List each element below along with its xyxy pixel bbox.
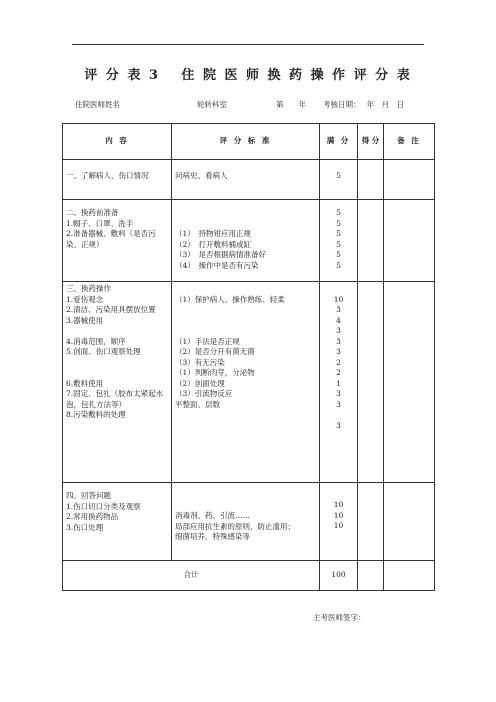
criteria-cell: （1）保护病人、操作熟练、轻柔 （1）手法是否正规 （2）是否分开有菌无菌 （3）有无污染 （1）判断肉芽，分泌物 （2）创面处理 （3）引流物反应 平整面、层数 bbox=[172, 282, 320, 483]
criteria-cell: 问病史、看病人 bbox=[172, 160, 320, 200]
criteria-cell: 消毒剂、药、引流…… 局部应用抗生素的原则，防止滥用； 细菌培养、特殊感染等 bbox=[172, 483, 320, 561]
rotation-dept-label: 轮转科室 bbox=[197, 100, 227, 109]
header-remark: 备 注 bbox=[384, 124, 435, 160]
table-row bbox=[63, 200, 435, 282]
page-title: 评 分 表 3 住 院 医 师 换 药 操 作 评 分 表 bbox=[84, 68, 412, 83]
score-input-cell[interactable] bbox=[358, 483, 384, 561]
table-row bbox=[63, 483, 435, 561]
score-input-cell[interactable] bbox=[358, 200, 384, 282]
total-row bbox=[63, 561, 435, 591]
content-cell: 四、回答问题 1.伤口切口分类及观察 2.常用换药物品 3.伤口处理 bbox=[63, 483, 172, 561]
score-table bbox=[62, 123, 435, 591]
part-year-label: 第 年 bbox=[276, 100, 306, 109]
total-score-input[interactable] bbox=[358, 561, 384, 591]
header-criteria: 评 分 标 准 bbox=[172, 124, 320, 160]
examiner-signature-label: 主考医师签字： bbox=[313, 613, 366, 622]
score-input-cell[interactable] bbox=[358, 160, 384, 200]
remark-cell[interactable] bbox=[384, 160, 435, 200]
header-row bbox=[63, 124, 435, 160]
resident-name-label: 住院医师姓名 bbox=[75, 100, 120, 109]
content-cell: 一、了解病人、伤口情况 bbox=[63, 160, 172, 200]
remark-cell[interactable] bbox=[384, 282, 435, 483]
criteria-cell: （1） 持物钳应用正规 （2） 打开敷料桶或缸 （3） 是否根据病情准备好 （4） 操作中是否有污染 bbox=[172, 200, 320, 282]
header-score: 得 分 bbox=[358, 124, 384, 160]
full-score-cell: 10 10 10 bbox=[320, 483, 358, 561]
remark-cell[interactable] bbox=[384, 200, 435, 282]
full-score-cell: 5 5 5 5 5 5 bbox=[320, 200, 358, 282]
content-cell: 二、换药前准备 1.帽子、口罩、洗手 2.准备器械、敷料（是否污染、正规） bbox=[63, 200, 172, 282]
total-score: 100 bbox=[320, 561, 358, 591]
content-cell: 三、换药操作 1.爱伤观念 2.清洁、污染用具摆放位置 3.器械使用 4.消毒范围，顺序 5.创面、伤口观察处理 6.敷料使用 7.固定、包扎（胶布太紧起水泡，包扎方法等） 8.污染敷料的处理 bbox=[63, 282, 172, 483]
header-content: 内 容 bbox=[63, 124, 172, 160]
full-score-cell: 5 bbox=[320, 160, 358, 200]
exam-date-label: 考核日期： 年 月 日 bbox=[323, 100, 405, 109]
total-label: 合计 bbox=[63, 561, 320, 591]
score-input-cell[interactable] bbox=[358, 282, 384, 483]
table-row bbox=[63, 282, 435, 483]
total-remark[interactable] bbox=[384, 561, 435, 591]
header-full-score: 满 分 bbox=[320, 124, 358, 160]
table-row bbox=[63, 160, 435, 200]
full-score-cell: 10 3 4 3 3 3 2 2 1 3 3 3 bbox=[320, 282, 358, 483]
remark-cell[interactable] bbox=[384, 483, 435, 561]
top-rule bbox=[72, 44, 424, 45]
